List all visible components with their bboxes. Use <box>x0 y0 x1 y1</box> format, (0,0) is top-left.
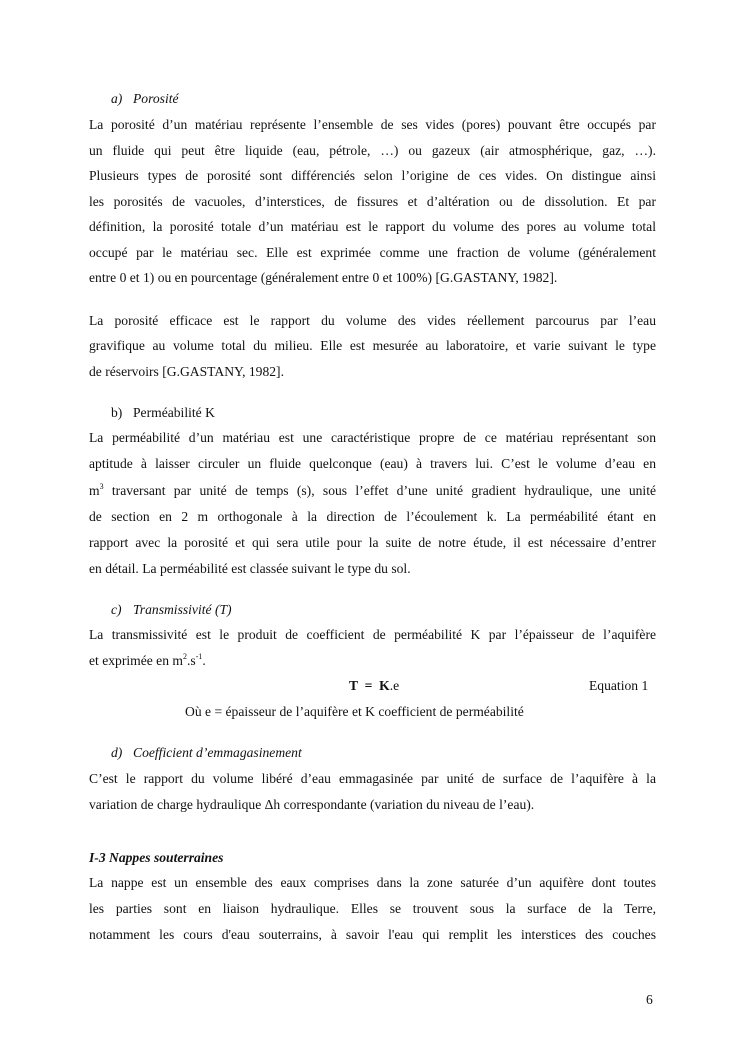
paragraph-line: C’est le rapport du volume libéré d’eau emmagasinée par unité de surface de l’aquifère à la <box>89 771 656 786</box>
paragraph-line <box>89 652 656 669</box>
paragraph-line: en détail. La perméabilité est classée suivant le type du sol. <box>89 561 411 576</box>
paragraph-line: occupé par le matériau sec. Elle est exprimée comme une fraction de volume (généralement <box>89 245 656 260</box>
equation-label: Equation 1 <box>589 678 649 693</box>
paragraph-line: les parties sont en liaison hydraulique. Elles se trouvent sous la surface de la Terre, <box>89 901 656 916</box>
paragraph-line: gravifique au volume total du milieu. Elle est mesurée au laboratoire, et varie suivant le type <box>89 338 656 353</box>
paragraph-line: les porosités de vacuoles, d’interstices, de fissures et d’altération ou de dissolution. Et par <box>89 194 656 209</box>
paragraph-line: La perméabilité d’un matériau est une caractéristique propre de ce matériau représentant son <box>89 430 656 445</box>
paragraph-line: de section en 2 m orthogonale à la direction de l’écoulement k. La perméabilité étant en <box>89 509 656 524</box>
paragraph-line: La transmissivité est le produit de coefficient de perméabilité K par l’épaisseur de l’aquifère <box>89 627 656 642</box>
equation-tail: .e <box>389 678 400 693</box>
paragraph-line: aptitude à laisser circuler un fluide quelconque (eau) à travers lui. C’est le volume d’eau en <box>89 456 656 471</box>
section-heading-emmagasinement <box>111 744 302 761</box>
equation-formula <box>349 678 399 694</box>
paragraph-line: La nappe est un ensemble des eaux comprises dans la zone saturée d’un aquifère dont toutes <box>89 875 656 890</box>
equation-main: T = K <box>349 678 390 693</box>
superscript: 2 <box>182 652 187 661</box>
unit-text: m <box>89 483 100 498</box>
paragraph-line: variation de charge hydraulique Δh correspondante (variation du niveau de l’eau). <box>89 797 535 812</box>
section-heading-porosite <box>111 90 179 107</box>
superscript: -1 <box>195 652 203 661</box>
paragraph-line: notamment les cours d'eau souterrains, à savoir l'eau qui remplit les interstices des couches <box>89 927 656 942</box>
section-number: b) <box>111 405 123 420</box>
section-heading-transmissivite <box>111 601 232 618</box>
paragraph-line: définition, la porosité totale d’un matériau est le rapport du volume des pores au volume total <box>89 219 656 234</box>
line-text: .s <box>186 653 196 668</box>
section-title: Perméabilité K <box>133 405 215 420</box>
paragraph-line: rapport avec la porosité et qui sera utile pour la suite de notre étude, il est nécessaire d’entrer <box>89 535 656 550</box>
section-number: a) <box>111 91 123 106</box>
section-title: Coefficient d’emmagasinement <box>133 745 302 760</box>
line-text: et exprimée en m <box>89 653 183 668</box>
superscript: 3 <box>99 482 104 491</box>
paragraph-line: un fluide qui peut être liquide (eau, pétrole, …) ou gazeux (air atmosphérique, gaz, …). <box>89 143 656 158</box>
paragraph-line: entre 0 et 1) ou en pourcentage (généralement entre 0 et 100%) [G.GASTANY, 1982]. <box>89 270 558 285</box>
section-number: d) <box>111 745 123 760</box>
section-heading-permeabilite <box>111 404 215 421</box>
page-number: 6 <box>646 992 653 1007</box>
section-title: Transmissivité (T) <box>133 602 232 617</box>
line-text: traversant par unité de temps (s), sous l’effet d’une unité gradient hydraulique, une unité <box>103 483 656 498</box>
equation-note: Où e = épaisseur de l’aquifère et K coefficient de perméabilité <box>185 704 524 719</box>
paragraph-line: Plusieurs types de porosité sont différenciés selon l’origine de ces vides. On distingue ainsi <box>89 168 656 183</box>
paragraph-line: La porosité d’un matériau représente l’ensemble de ses vides (pores) pouvant être occupés par <box>89 117 656 132</box>
paragraph-line <box>89 482 656 499</box>
paragraph-line: La porosité efficace est le rapport du volume des vides réellement parcourus par l’eau <box>89 313 656 328</box>
section-heading-nappes: I-3 Nappes souterraines <box>89 850 224 865</box>
section-title: Porosité <box>133 91 179 106</box>
section-number: c) <box>111 602 122 617</box>
line-text: . <box>202 653 206 668</box>
paragraph-line: de réservoirs [G.GASTANY, 1982]. <box>89 364 284 379</box>
